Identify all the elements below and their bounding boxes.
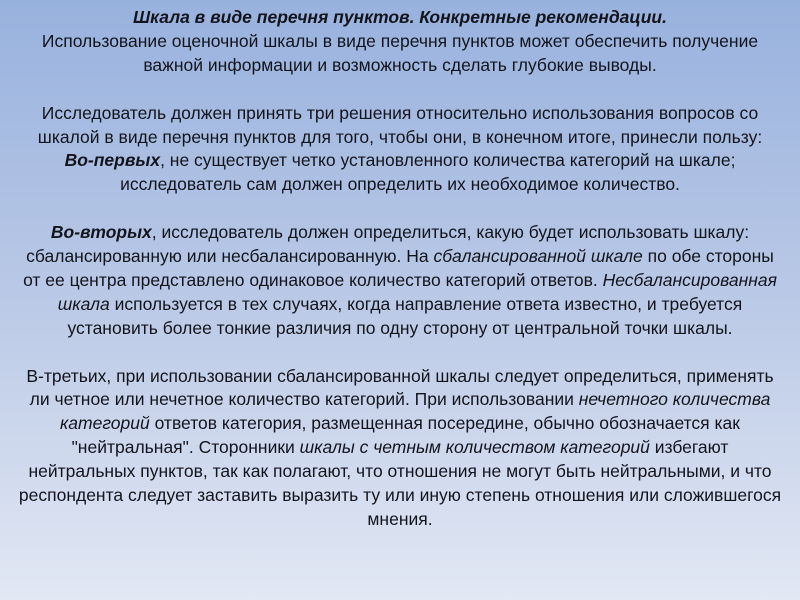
text-run: В-третьих, при использовании сбалансированной шкалы следует определиться, применять ли четное или нечетное количество категорий. При использовании <box>26 365 774 410</box>
lead-in-paragraph <box>16 102 784 150</box>
text-run: шкалы с четным количеством категорий <box>299 437 650 458</box>
text-run: ответов категория, размещенная посередине, обычно обозначается как "нейтральная". Сторонники <box>71 413 740 458</box>
slide-title <box>16 6 784 30</box>
text-run: Во-первых <box>64 150 161 171</box>
text-run: используется в тех случаях, когда направление ответа известно, и требуется установить более тонкие различия по одну сторону от центральной точки шкалы. <box>67 293 743 338</box>
blank-line <box>16 341 784 365</box>
text-run: по обе стороны от ее центра представлено одинаковое количество категорий ответов. <box>23 246 774 290</box>
blank-line <box>16 78 784 102</box>
text-run: Шкала в виде перечня пунктов. Конкретные рекомендации. <box>133 7 667 27</box>
point-second-paragraph <box>16 221 784 341</box>
intro-paragraph <box>16 30 784 78</box>
point-first-paragraph <box>16 149 784 197</box>
text-run: сбалансированной шкале <box>433 246 643 267</box>
text-run: , не существует четко установленного количества категорий на шкале; исследователь сам должен определить их необходимое количество. <box>120 150 736 195</box>
text-run: избегают нейтральных пунктов, так как полагают, что отношения не могут быть нейтральными, и что респондента следует заставить выразить ту или иную степень отношения или сложившегося мнения. <box>18 437 782 529</box>
text-run: Во-вторых <box>50 222 152 243</box>
text-run: нечетного количества категорий <box>60 389 771 434</box>
text-run: Исследователь должен принять три решения относительно использования вопросов со шкалой в виде перечня пунктов для того, чтобы они, в конечном итоге, принесли пользу: <box>37 102 763 147</box>
text-run: Несбалансированная шкала <box>57 269 777 314</box>
text-run: , исследователь должен определиться, какую будет использовать шкалу: сбалансированную или несбалансированную. На <box>26 222 750 267</box>
text-run: Использование оценочной шкалы в виде перечня пунктов может обеспечить получение важной информации и возможность сделать глубокие выводы. <box>41 30 759 75</box>
blank-line <box>16 197 784 221</box>
point-third-paragraph <box>16 365 784 532</box>
